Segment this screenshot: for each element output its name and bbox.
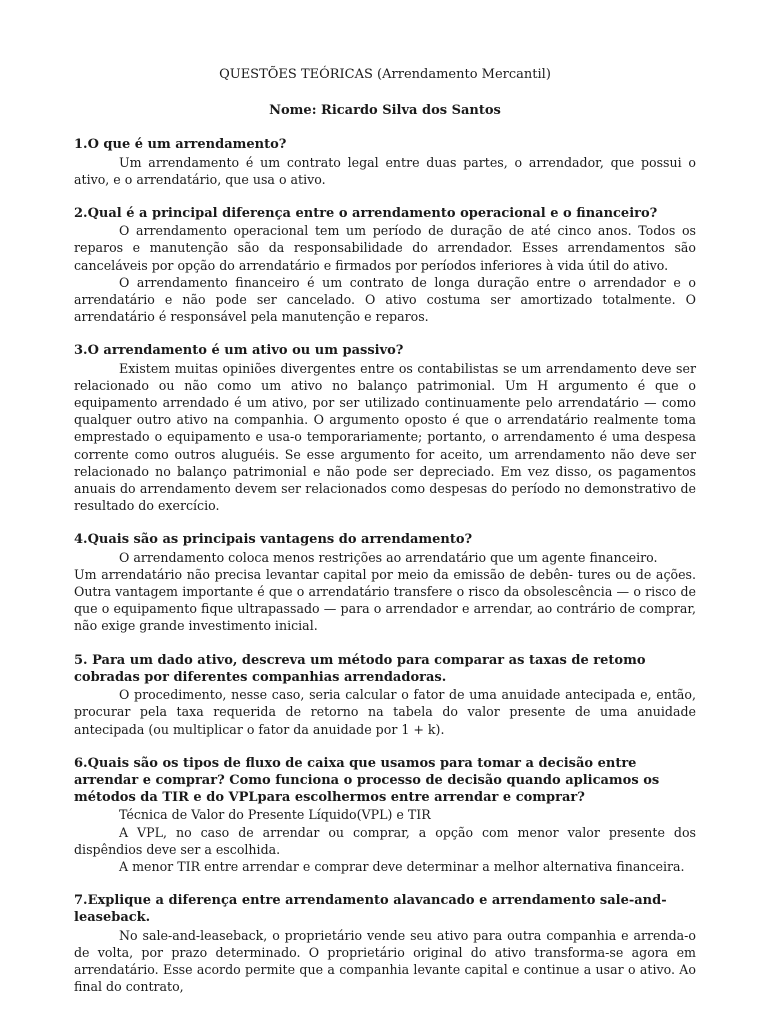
question-3 [74,342,696,514]
question-heading: 7.Explique a diferença entre arrendamento alavancado e arrendamento sale-and- leaseback. [74,893,667,926]
question-heading: 1.O que é um arrendamento? [74,137,287,153]
question-4 [74,531,696,634]
answer-paragraph: O procedimento, nesse caso, seria calcular o fator de uma anuidade antecipada e, então, procurar pela taxa requerida de retorno na tabela do valor presente de uma anuidade antecipada (ou multiplicar o fator da anuidade por 1 + k). [74,687,696,737]
answer-paragraph: Um arrendamento é um contrato legal entre duas partes, o arrendador, que possui o ativo, e o arrendatário, que usa o ativo. [74,154,696,187]
question-6 [74,755,696,875]
answer-paragraph: Existem muitas opiniões divergentes entre os contabilistas se um arrendamento deve ser relacionado ou não como um ativo no balanço patrimonial. Um H argumento é que o equipamento arrendado é um ativo, por ser utilizado continuamente pelo arrendatário — como qualquer outro ativo na companhia. O argumento oposto é que o arrendatário realmente toma emprestado o equipamento e usa-o temporariamente; portanto, o arrendamento é uma despesa corrente como outros aluguéis. Se esse argumento for aceito, um arrendamento não deve ser relacionado no balanço patrimonial e não pode ser depreciado. Em vez disso, os pagamentos anuais do arrendamento devem ser relacionados como despesas do período no demonstrativo de resultado do exercício. [74,360,696,514]
answer-paragraph: A VPL, no caso de arrendar ou comprar, a opção com menor valor presente dos dispêndios deve ser a escolhida. [74,824,696,857]
author-name: Nome: Ricardo Silva dos Santos [269,103,501,119]
answer-paragraph: O arrendamento coloca menos restrições ao arrendatário que um agente financeiro. [119,549,658,565]
question-1 [74,136,696,188]
answer-paragraph: Técnica de Valor do Presente Líquido(VPL) e TIR [119,807,431,823]
question-heading: 3.O arrendamento é um ativo ou um passivo? [74,343,404,359]
question-heading: 4.Quais são as principais vantagens do arrendamento? [74,532,473,548]
answer-paragraph: O arrendamento financeiro é um contrato de longa duração entre o arrendador e o arrendatário e não pode ser cancelado. O ativo costuma ser amortizado totalmente. O arrendatário é responsável pela manutenção e reparos. [74,274,696,325]
answer-paragraph: No sale-and-leaseback, o proprietário vende seu ativo para outra companhia e arrenda-o de volta, por prazo determinado. O proprietário original do ativo transforma-se agora em arrendatário. Esse acordo permite que a companhia levante capital e continue a usar o ativo. Ao final do contrato, [74,927,696,995]
answer-paragraph: O arrendamento operacional tem um período de duração de até cinco anos. Todos os reparos e manutenção são da responsabilidade do arrendador. Esses arrendamentos são canceláveis por opção do arrendatário e firmados por períodos inferiores à vida útil do ativo. [74,223,696,273]
question-2 [74,205,696,325]
document-title: QUESTÕES TEÓRICAS (Arrendamento Mercantil) [219,67,551,82]
question-5 [74,652,696,738]
question-heading: 6.Quais são os tipos de fluxo de caixa que usamos para tomar a decisão entre arrendar e comprar? Como funciona o processo de decisão quando aplicamos os métodos da TIR e do VPLpara escolhermos entre arrendar e comprar? [74,755,660,806]
question-heading: 2.Qual é a principal diferença entre o arrendamento operacional e o financeiro? [74,206,658,222]
question-heading: 5. Para um dado ativo, descreva um método para comparar as taxas de retomo cobradas por diferentes companhias arrendadoras. [74,652,646,685]
question-7 [74,892,696,995]
answer-paragraph: Um arrendatário não precisa levantar capital por meio da emissão de debên- tures ou de ações. Outra vantagem importante é que o arrendatário transfere o risco da obsolescência — o risco de que o equipamento fique ultrapassado — para o arrendador e arrendar, ao contrário de comprar, não exige grande investimento inicial. [74,566,696,634]
answer-paragraph: A menor TIR entre arrendar e comprar deve determinar a melhor alternativa financeira. [119,858,685,874]
